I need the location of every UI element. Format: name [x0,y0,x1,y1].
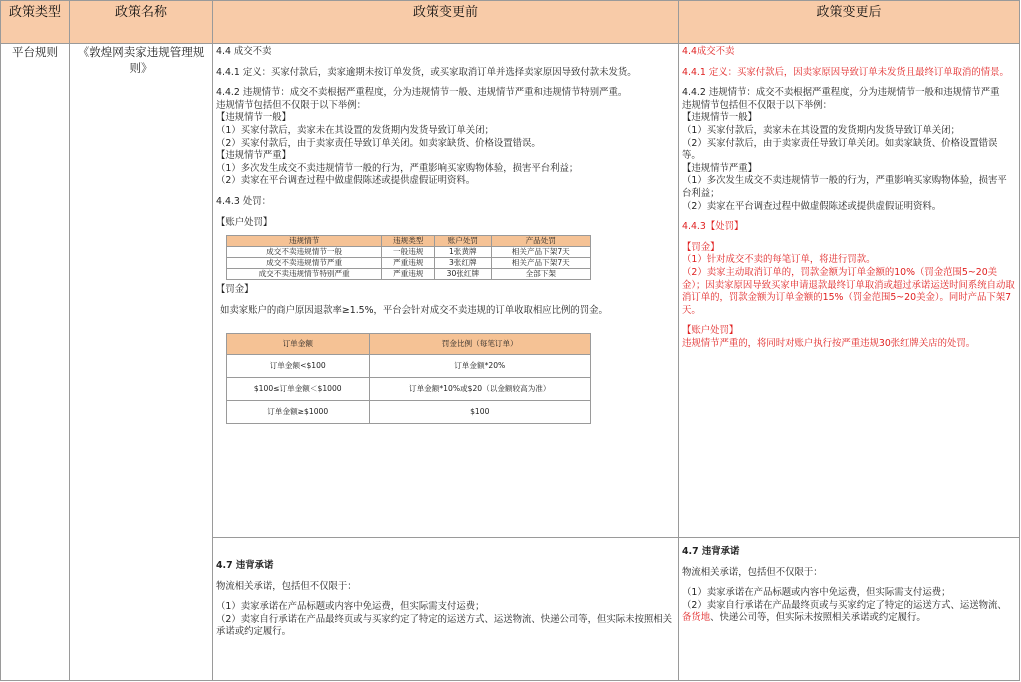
after-title: 4.4成交不卖 [682,46,735,57]
before-4-7-item-1: （1）卖家承诺在产品标题或内容中免运费，但实际需支付运费； [216,601,485,613]
row-4-4 [1,44,1020,538]
before-penalty: 4.4.3 处罚： [216,195,271,207]
before-4-7-title: 4.7 违背承诺 [216,560,274,571]
fine-th: 订单金额 [227,334,370,355]
before-include: 违规情节包括但不仅限于以下举例： [216,99,367,111]
before-4-4-cell [213,44,679,538]
table-cell: $100 [369,401,591,424]
before-serious-2: （2）卖家在平台调查过程中做虚假陈述或提供虚假证明资料。 [216,175,476,187]
after-4-7-item-2-part-a: （2）卖家自行承诺在产品最终页或与买家约定了特定的运送方式、运送物流、 [682,599,1007,611]
account-th: 违规情节 [227,236,382,247]
after-4-7-item-2-highlight: 备货地 [682,612,711,624]
after-fine-title: 【罚金】 [682,241,720,253]
table-cell: 成交不卖违规情节特别严重 [227,269,382,280]
table-cell: 成交不卖违规情节严重 [227,258,382,269]
header-policy-type: 政策类型 [1,1,70,44]
before-account-title: 【账户处罚】 [216,216,273,228]
account-th: 账户处罚 [435,236,491,247]
before-general-title: 【违规情节一般】 [216,112,292,124]
table-cell: 订单金额≥$1000 [227,401,370,424]
account-th: 产品处罚 [491,236,590,247]
fine-ratio-table [226,333,591,424]
table-row [227,247,591,258]
table-row [227,258,591,269]
before-serious-1: （1）多次发生成交不卖违规情节一般的行为，严重影响买家购物体验，损害平台利益； [216,162,579,174]
after-4-7-item-2 [682,600,1016,625]
header-before: 政策变更前 [213,1,679,44]
after-account-desc: 违规情节严重的，将同时对账户执行按严重违规30张红牌关店的处罚。 [682,337,976,349]
before-4-7-item-2: （2）卖家自行承诺在产品最终页或与买家约定了特定的运送方式、运送物流、快递公司等，但实际未按照相关承诺或约定履行。 [216,613,672,638]
after-level: 4.4.2 违规情节：成交不卖根据严重程度，分为违规情节一般和违规情节严重 [682,87,1000,99]
table-row [227,378,591,401]
policy-name-cell: 《敦煌网卖家违规管理规则》 [70,44,213,681]
after-4-7-item-1: （1）卖家承诺在产品标题或内容中免运费，但实际需支付运费； [682,587,951,599]
table-cell: 一般违规 [382,247,435,258]
table-row [227,269,591,280]
after-account-title: 【账户处罚】 [682,325,739,337]
table-cell: 3张红牌 [435,258,491,269]
table-cell: 全部下架 [491,269,590,280]
after-4-7-item-2-part-b: 、快递公司等，但实际未按照相关承诺或约定履行。 [710,612,926,624]
header-after: 政策变更后 [679,1,1020,44]
fine-table-header [227,334,591,355]
before-general-2: （2）买家付款后，由于卖家责任导致订单关闭。如卖家缺货、价格设置错误。 [216,137,541,149]
table-cell: 30张红牌 [435,269,491,280]
before-level: 4.4.2 违规情节：成交不卖根据严重程度，分为违规情节一般、违规情节严重和违规情节特别严重。 [216,87,628,99]
table-cell: 成交不卖违规情节一般 [227,247,382,258]
after-serious-title: 【违规情节严重】 [682,162,758,174]
header-policy-name: 政策名称 [70,1,213,44]
after-4-4-cell [679,44,1020,538]
before-4-7-cell [213,538,679,681]
after-serious-1: （1）多次发生成交不卖违规情节一般的行为，严重影响买家购物体验，损害平台利益； [682,175,1007,199]
before-definition: 4.4.1 定义：买家付款后，卖家逾期未按订单发货，或买家取消订单并选择卖家原因导致付款未发货。 [216,66,637,78]
table-row [227,355,591,378]
after-penalty: 4.4.3【处罚】 [682,221,744,233]
after-include: 违规情节包括但不仅限于以下举例： [682,99,833,111]
table-cell: 订单金额*20% [369,355,591,378]
after-4-7-title: 4.7 违背承诺 [682,546,740,557]
account-th: 违规类型 [382,236,435,247]
account-table-header [227,236,591,247]
before-fine-desc: 如卖家账户的商户原因退款率≥1.5%，平台会针对成交不卖违规的订单收取相应比例的罚金。 [220,304,608,316]
before-fine-title: 【罚金】 [216,284,254,296]
table-cell: $100≤订单金额＜$1000 [227,378,370,401]
after-general-2: （2）买家付款后，由于卖家责任导致订单关闭。如卖家缺货、价格设置错误等。 [682,137,998,162]
before-general-1: （1）买家付款后，卖家未在其设置的发货期内发货导致订单关闭； [216,124,494,136]
table-cell: 相关产品下架7天 [491,258,590,269]
table-row [227,401,591,424]
table-cell: 订单金额<$100 [227,355,370,378]
fine-th: 罚金比例（每笔订单） [369,334,591,355]
after-general-title: 【违规情节一般】 [682,112,758,124]
table-cell: 严重违规 [382,269,435,280]
table-cell: 严重违规 [382,258,435,269]
after-4-7-intro: 物流相关承诺，包括但不仅限于： [682,566,823,578]
after-fine-2: （2）卖家主动取消订单的，罚款金额为订单金额的10%（罚金范围5~20美金）；因卖家原因导致买家申请退款最终订单取消或超过承诺运送时间系统自动取消订单的，罚款金额为订单金额的15%（罚金范围5~20美金）。同时产品下架7天。 [682,266,1015,316]
after-4-7-cell [679,538,1020,681]
policy-type-cell: 平台规则 [1,44,70,681]
before-4-7-intro: 物流相关承诺，包括但不仅限于： [216,580,357,592]
before-title: 4.4 成交不卖 [216,46,272,57]
table-cell: 相关产品下架7天 [491,247,590,258]
before-serious-title: 【违规情节严重】 [216,150,292,162]
account-penalty-table [226,235,591,280]
after-definition: 4.4.1 定义：买家付款后，因卖家原因导致订单未发货且最终订单取消的情景。 [682,66,1009,78]
after-fine-1: （1）针对成交不卖的每笔订单，将进行罚款。 [682,254,876,266]
header-row [1,1,1020,44]
table-cell: 订单金额*10%或$20（以金额较高为准） [369,378,591,401]
after-serious-2: （2）卖家在平台调查过程中做虚假陈述或提供虚假证明资料。 [682,200,942,212]
after-general-1: （1）买家付款后，卖家未在其设置的发货期内发货导致订单关闭； [682,124,960,136]
table-cell: 1张黄牌 [435,247,491,258]
